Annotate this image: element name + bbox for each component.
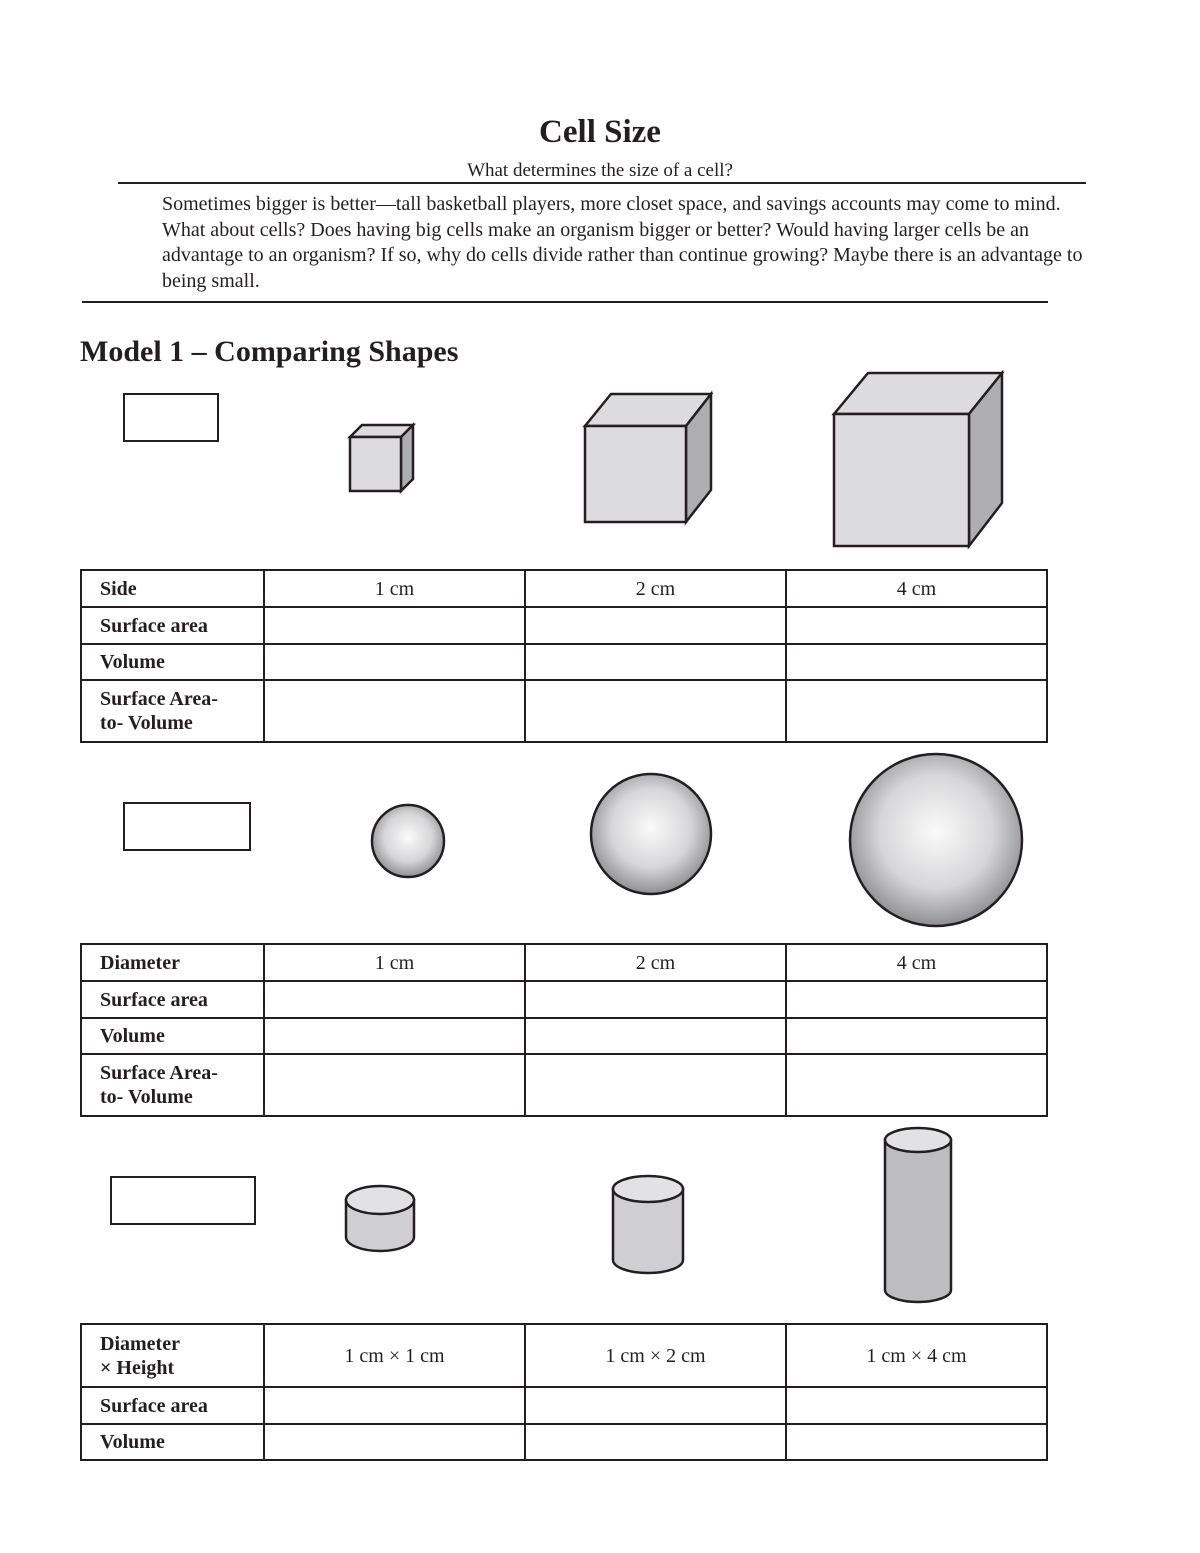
cylinder-dimensions-value: 1 cm × 2 cm bbox=[525, 1324, 786, 1387]
page-title: Cell Size bbox=[539, 114, 661, 150]
cylinder-medium bbox=[613, 1176, 683, 1273]
cube-side-value: 2 cm bbox=[525, 570, 786, 607]
cylinder-volume-label: Volume bbox=[81, 1424, 264, 1460]
cylinder-surface-area-label: Surface area bbox=[81, 1387, 264, 1424]
sphere-large bbox=[850, 754, 1022, 926]
cylinder-tall bbox=[885, 1128, 951, 1302]
answer-cell[interactable] bbox=[264, 644, 525, 680]
ratio-label-line-2: to- Volume bbox=[100, 712, 193, 734]
cube-medium bbox=[585, 394, 711, 522]
cube-side-value: 1 cm bbox=[264, 570, 525, 607]
cube-volume-label: Volume bbox=[81, 644, 264, 680]
answer-cell[interactable] bbox=[264, 1018, 525, 1054]
answer-cell[interactable] bbox=[264, 680, 525, 742]
sphere-ratio-label bbox=[81, 1054, 264, 1116]
cylinder-diagrams bbox=[0, 1120, 1200, 1310]
cube-large bbox=[834, 373, 1002, 546]
intro-rule bbox=[82, 301, 1048, 303]
answer-cell[interactable] bbox=[525, 1054, 786, 1116]
model-heading: Model 1 – Comparing Shapes bbox=[80, 335, 459, 368]
sphere-small bbox=[372, 805, 444, 877]
answer-cell[interactable] bbox=[264, 1424, 525, 1460]
cylinder-dimensions-value: 1 cm × 1 cm bbox=[264, 1324, 525, 1387]
cube-side-header: Side bbox=[81, 570, 264, 607]
sphere-diagrams bbox=[0, 745, 1200, 935]
sphere-diameter-header: Diameter bbox=[81, 944, 264, 981]
title-rule bbox=[118, 182, 1086, 184]
cube-surface-area-label: Surface area bbox=[81, 607, 264, 644]
ratio-label-line-2: to- Volume bbox=[100, 1086, 193, 1108]
sphere-diameter-value: 4 cm bbox=[786, 944, 1047, 981]
sphere-volume-label: Volume bbox=[81, 1018, 264, 1054]
sphere-surface-area-label: Surface area bbox=[81, 981, 264, 1018]
sphere-diameter-value: 1 cm bbox=[264, 944, 525, 981]
answer-cell[interactable] bbox=[786, 1054, 1047, 1116]
answer-cell[interactable] bbox=[786, 1424, 1047, 1460]
answer-cell[interactable] bbox=[525, 1387, 786, 1424]
cylinder-short bbox=[346, 1186, 414, 1251]
answer-cell[interactable] bbox=[525, 680, 786, 742]
answer-cell[interactable] bbox=[525, 644, 786, 680]
cube-table bbox=[80, 569, 1048, 743]
sphere-table bbox=[80, 943, 1048, 1117]
cube-side-value: 4 cm bbox=[786, 570, 1047, 607]
cylinder-table bbox=[80, 1323, 1048, 1461]
answer-cell[interactable] bbox=[264, 607, 525, 644]
answer-cell[interactable] bbox=[264, 1387, 525, 1424]
answer-cell[interactable] bbox=[264, 1054, 525, 1116]
answer-cell[interactable] bbox=[525, 981, 786, 1018]
answer-cell[interactable] bbox=[786, 981, 1047, 1018]
sphere-medium bbox=[591, 774, 711, 894]
ratio-label-line-1: Surface Area- bbox=[100, 688, 218, 710]
sphere-diameter-value: 2 cm bbox=[525, 944, 786, 981]
cylinder-dimensions-header bbox=[81, 1324, 264, 1387]
answer-cell[interactable] bbox=[786, 1018, 1047, 1054]
page-subtitle: What determines the size of a cell? bbox=[467, 160, 733, 181]
answer-cell[interactable] bbox=[786, 680, 1047, 742]
answer-cell[interactable] bbox=[786, 644, 1047, 680]
answer-cell[interactable] bbox=[786, 1387, 1047, 1424]
answer-cell[interactable] bbox=[525, 1424, 786, 1460]
answer-cell[interactable] bbox=[525, 607, 786, 644]
answer-cell[interactable] bbox=[525, 1018, 786, 1054]
dimensions-label-line-1: Diameter bbox=[100, 1332, 180, 1355]
cube-ratio-label bbox=[81, 680, 264, 742]
ratio-label-line-1: Surface Area- bbox=[100, 1062, 218, 1084]
intro-paragraph: Sometimes bigger is better—tall basketball players, more closet space, and savings accounts may come to mind. What about cells? Does having big cells make an organism bigger or better? Would having larger cells be an advantage to an organism? If so, why do cells divide rather than continue growing? Maybe there is an advantage to being small. bbox=[162, 193, 1083, 292]
answer-cell[interactable] bbox=[264, 981, 525, 1018]
dimensions-label-line-2: × Height bbox=[100, 1356, 175, 1379]
cylinder-dimensions-value: 1 cm × 4 cm bbox=[786, 1324, 1047, 1387]
answer-cell[interactable] bbox=[786, 607, 1047, 644]
cube-small bbox=[350, 425, 413, 491]
cube-diagrams bbox=[0, 360, 1200, 560]
